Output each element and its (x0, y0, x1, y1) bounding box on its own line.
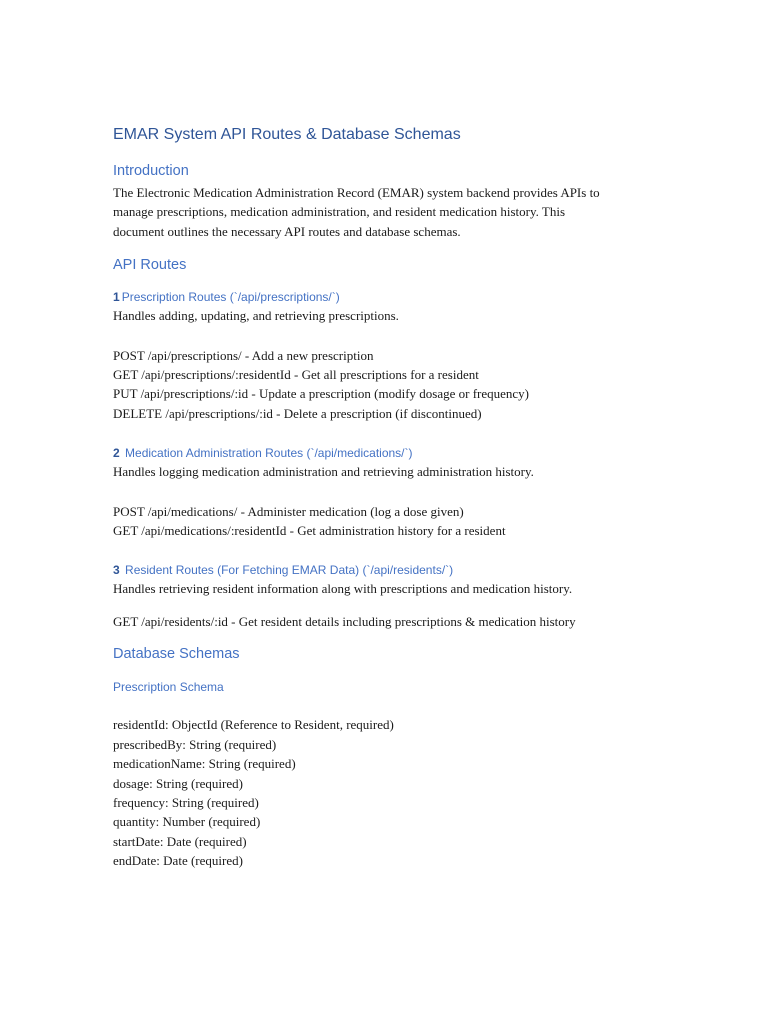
introduction-paragraph (113, 183, 673, 241)
medication-routes-description: Handles logging medication administration and retrieving administration history. (113, 464, 534, 480)
introduction-heading: Introduction (113, 163, 189, 179)
schema-field: dosage: String (required) (113, 775, 243, 791)
prescription-routes-heading (113, 288, 673, 306)
document-title: EMAR System API Routes & Database Schemas (113, 126, 461, 143)
section-title: Resident Routes (For Fetching EMAR Data) (`/api/residents/`) (125, 563, 454, 578)
route-item: GET /api/prescriptions/:residentId - Get all prescriptions for a resident (113, 367, 479, 383)
resident-routes-description: Handles retrieving resident information along with prescriptions and medication history. (113, 581, 573, 597)
section-number: 3 (113, 563, 120, 578)
schema-field: medicationName: String (required) (113, 756, 296, 772)
schema-field: startDate: Date (required) (113, 833, 247, 849)
resident-routes-heading (113, 561, 673, 579)
schema-field: frequency: String (required) (113, 794, 259, 810)
intro-line: manage prescriptions, medication administration, and resident medication history. This (113, 204, 566, 220)
schema-field: quantity: Number (required) (113, 814, 261, 830)
schema-field: endDate: Date (required) (113, 853, 243, 869)
intro-line: The Electronic Medication Administration Record (EMAR) system backend provides APIs to (113, 185, 600, 200)
route-item: GET /api/medications/:residentId - Get administration history for a resident (113, 523, 506, 539)
section-title: Prescription Routes (`/api/prescriptions/`) (121, 290, 340, 305)
route-item: PUT /api/prescriptions/:id - Update a prescription (modify dosage or frequency) (113, 386, 530, 402)
prescription-schema-heading: Prescription Schema (113, 680, 224, 695)
document-page (113, 124, 673, 871)
api-routes-heading: API Routes (113, 257, 187, 274)
section-number: 1 (113, 290, 120, 305)
schema-field: prescribedBy: String (required) (113, 736, 277, 752)
medication-routes-list (113, 502, 673, 541)
section-title: Medication Administration Routes (`/api/medications/`) (125, 446, 413, 461)
prescription-schema-fields (113, 715, 673, 870)
prescription-routes-description: Handles adding, updating, and retrieving prescriptions. (113, 308, 399, 324)
intro-line: document outlines the necessary API routes and database schemas. (113, 223, 461, 239)
route-item: GET /api/residents/:id - Get resident details including prescriptions & medication history (113, 613, 576, 629)
route-item: POST /api/medications/ - Administer medication (log a dose given) (113, 503, 464, 519)
resident-routes-list (113, 612, 673, 631)
medication-routes-heading (113, 444, 673, 462)
route-item: DELETE /api/prescriptions/:id - Delete a prescription (if discontinued) (113, 405, 482, 421)
schema-field: residentId: ObjectId (Reference to Resident, required) (113, 717, 394, 733)
route-item: POST /api/prescriptions/ - Add a new prescription (113, 347, 374, 363)
prescription-routes-list (113, 346, 673, 424)
database-schemas-heading: Database Schemas (113, 646, 240, 663)
section-number: 2 (113, 446, 120, 461)
